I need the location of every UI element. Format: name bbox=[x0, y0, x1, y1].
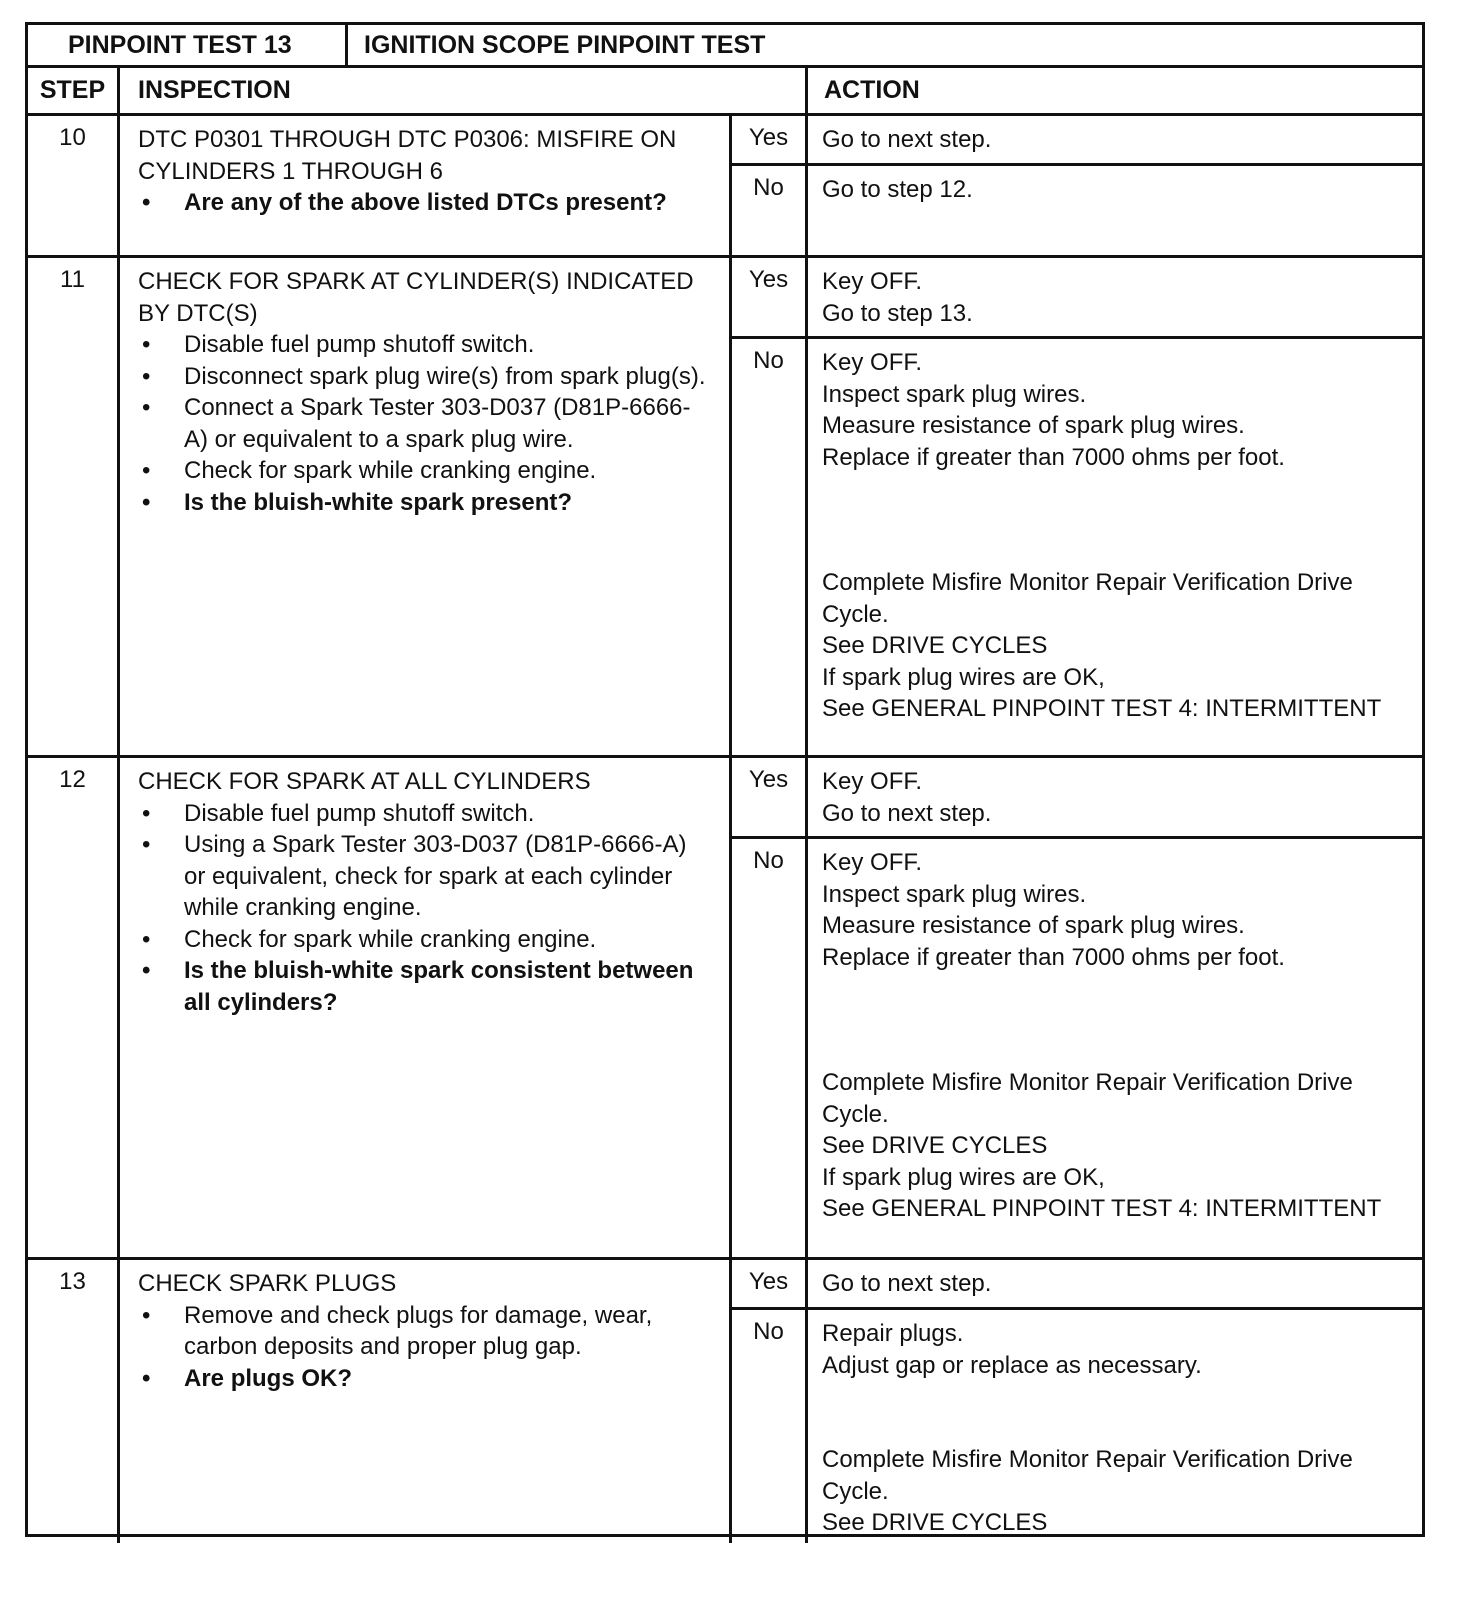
yes-action bbox=[808, 1260, 1422, 1307]
bullet-icon: • bbox=[142, 362, 151, 390]
bullet-icon: • bbox=[142, 189, 151, 216]
action-spacer bbox=[822, 973, 1408, 1067]
action-line: Key OFF. bbox=[822, 268, 923, 295]
action-line: See DRIVE CYCLES bbox=[822, 1132, 1048, 1159]
test-name: IGNITION SCOPE PINPOINT TEST bbox=[364, 30, 766, 59]
inspection-list bbox=[138, 1300, 711, 1395]
no-label: No bbox=[732, 836, 808, 1257]
action-header: ACTION bbox=[824, 76, 920, 104]
bullet-text: Check for spark while cranking engine. bbox=[184, 457, 597, 484]
action-line: Go to step 13. bbox=[822, 299, 973, 327]
bullet-icon: • bbox=[142, 831, 151, 858]
step-number: 13 bbox=[28, 1260, 120, 1543]
yes-action bbox=[808, 758, 1422, 836]
bullet-text: Disable fuel pump shutoff switch. bbox=[184, 331, 535, 358]
no-label: No bbox=[732, 1307, 808, 1543]
pinpoint-test-table bbox=[25, 22, 1425, 1537]
action-line: Measure resistance of spark plug wires. bbox=[822, 412, 1245, 439]
question-text: Is the bluish-white spark present? bbox=[184, 488, 573, 516]
inspection-bullet bbox=[138, 829, 711, 924]
inspection-heading: CHECK SPARK PLUGS bbox=[138, 1270, 397, 1297]
step-row-10 bbox=[25, 116, 1425, 258]
inspection-bullet bbox=[138, 798, 711, 830]
yes-label: Yes bbox=[732, 1260, 808, 1307]
step-row-11 bbox=[25, 258, 1425, 758]
inspection-heading: CHECK FOR SPARK AT ALL CYLINDERS bbox=[138, 768, 591, 795]
action-line: Inspect spark plug wires. bbox=[822, 380, 1087, 408]
inspection-list bbox=[138, 798, 711, 1019]
action-line: Go to next step. bbox=[822, 799, 992, 827]
yes-action bbox=[808, 258, 1422, 336]
no-action bbox=[808, 836, 1422, 1257]
inspection-heading: CHECK FOR SPARK AT CYLINDER(S) INDICATED BY DTC(S) bbox=[138, 268, 694, 327]
action-line: If spark plug wires are OK, bbox=[822, 663, 1105, 691]
yes-label: Yes bbox=[732, 758, 808, 836]
inspection-cell bbox=[120, 116, 732, 255]
bullet-icon: • bbox=[142, 925, 151, 953]
action-line: Measure resistance of spark plug wires. bbox=[822, 912, 1245, 939]
action-line: See DRIVE CYCLES bbox=[822, 632, 1048, 659]
step-header: STEP bbox=[28, 68, 120, 113]
inspection-cell bbox=[120, 258, 732, 755]
inspection-header: INSPECTION bbox=[120, 68, 808, 113]
inspection-bullet bbox=[138, 392, 711, 455]
bullet-text: Using a Spark Tester 303-D037 (D81P-6666-A) or equivalent, check for spark at each cylinder while cranking engine. bbox=[184, 831, 687, 921]
inspection-bullet bbox=[138, 361, 711, 393]
bullet-icon: • bbox=[142, 957, 151, 984]
inspection-bullet bbox=[138, 329, 711, 361]
action-line: Key OFF. bbox=[822, 849, 923, 876]
step-row-13 bbox=[25, 1260, 1425, 1537]
question-text: Is the bluish-white spark consistent between all cylinders? bbox=[184, 957, 694, 1016]
test-id: PINPOINT TEST 13 bbox=[28, 25, 348, 65]
no-action bbox=[808, 163, 1422, 255]
no-action bbox=[808, 336, 1422, 755]
bullet-text: Check for spark while cranking engine. bbox=[184, 925, 597, 953]
no-label: No bbox=[732, 336, 808, 755]
bullet-icon: • bbox=[142, 394, 151, 421]
action-line: Inspect spark plug wires. bbox=[822, 880, 1087, 908]
title-row bbox=[25, 22, 1425, 68]
step-number: 11 bbox=[28, 258, 120, 755]
inspection-question bbox=[138, 955, 711, 1018]
inspection-question bbox=[138, 187, 711, 219]
action-line: Go to next step. bbox=[822, 1270, 992, 1297]
bullet-text: Connect a Spark Tester 303-D037 (D81P-6666-A) or equivalent to a spark plug wire. bbox=[184, 394, 691, 453]
action-line: Go to step 12. bbox=[822, 176, 973, 203]
bullet-text: Remove and check plugs for damage, wear, carbon deposits and proper plug gap. bbox=[184, 1301, 653, 1360]
question-text: Are plugs OK? bbox=[184, 1364, 353, 1392]
bullet-text: Disconnect spark plug wire(s) from spark plug(s). bbox=[184, 362, 706, 390]
yes-label: Yes bbox=[732, 258, 808, 336]
action-line: Complete Misfire Monitor Repair Verification Drive Cycle. bbox=[822, 569, 1353, 628]
action-line: Repair plugs. bbox=[822, 1320, 964, 1347]
inspection-cell bbox=[120, 1260, 732, 1543]
yes-action bbox=[808, 116, 1422, 163]
inspection-bullet bbox=[138, 924, 711, 956]
no-label: No bbox=[732, 163, 808, 255]
inspection-list bbox=[138, 187, 711, 219]
step-row-12 bbox=[25, 758, 1425, 1260]
inspection-cell bbox=[120, 758, 732, 1257]
action-line: Go to next step. bbox=[822, 126, 992, 153]
inspection-question bbox=[138, 1363, 711, 1395]
inspection-question bbox=[138, 487, 711, 519]
bullet-icon: • bbox=[142, 1364, 151, 1392]
inspection-list bbox=[138, 329, 711, 518]
inspection-bullet bbox=[138, 1300, 711, 1363]
bullet-icon: • bbox=[142, 799, 151, 827]
bullet-icon: • bbox=[142, 457, 151, 484]
action-line: See GENERAL PINPOINT TEST 4: INTERMITTENT bbox=[822, 1195, 1382, 1222]
bullet-icon: • bbox=[142, 331, 151, 358]
step-number: 10 bbox=[28, 116, 120, 255]
bullet-icon: • bbox=[142, 1301, 151, 1329]
action-line: Complete Misfire Monitor Repair Verification Drive Cycle. bbox=[822, 1446, 1353, 1505]
inspection-heading: DTC P0301 THROUGH DTC P0306: MISFIRE ON CYLINDERS 1 THROUGH 6 bbox=[138, 126, 677, 185]
action-line: Adjust gap or replace as necessary. bbox=[822, 1351, 1202, 1379]
column-header-row bbox=[25, 68, 1425, 116]
action-line: Key OFF. bbox=[822, 768, 923, 795]
action-spacer bbox=[822, 473, 1408, 567]
action-line: Replace if greater than 7000 ohms per foot. bbox=[822, 443, 1285, 471]
inspection-bullet bbox=[138, 455, 711, 487]
action-line: If spark plug wires are OK, bbox=[822, 1163, 1105, 1191]
bullet-icon: • bbox=[142, 488, 151, 516]
bullet-text: Disable fuel pump shutoff switch. bbox=[184, 799, 535, 827]
step-number: 12 bbox=[28, 758, 120, 1257]
step-rows bbox=[25, 116, 1425, 1537]
action-line: Key OFF. bbox=[822, 349, 923, 376]
question-text: Are any of the above listed DTCs present? bbox=[184, 189, 667, 216]
yes-label: Yes bbox=[732, 116, 808, 163]
action-line: See DRIVE CYCLES bbox=[822, 1509, 1048, 1536]
no-action bbox=[808, 1307, 1422, 1543]
action-spacer bbox=[822, 1381, 1408, 1444]
action-line: See GENERAL PINPOINT TEST 4: INTERMITTENT bbox=[822, 695, 1382, 722]
action-line: Replace if greater than 7000 ohms per foot. bbox=[822, 943, 1285, 971]
action-line: Complete Misfire Monitor Repair Verification Drive Cycle. bbox=[822, 1069, 1353, 1128]
